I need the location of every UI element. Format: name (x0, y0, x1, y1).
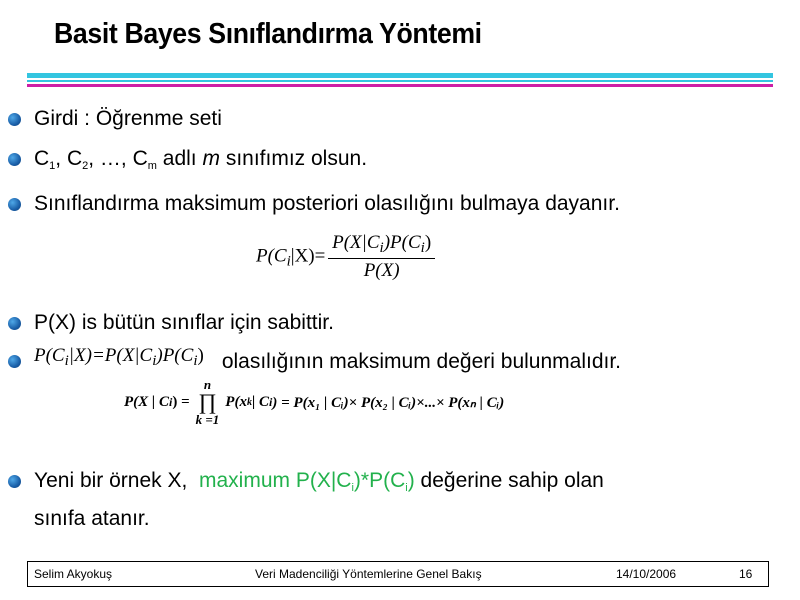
bullet-text: olasılığının maksimum değeri bulunmalıdır. (221, 349, 621, 373)
bullet-dot-icon (8, 475, 21, 488)
footer-page-number: 16 (739, 567, 753, 581)
bullet-item-4 (8, 311, 334, 335)
product-formula: P(X | C i ) = n ∏ k =1 P(x k | C i ) = P(x₁ | Cᵢ)× P(x₂ | Cᵢ)×...× P(xₙ | Cᵢ) (124, 377, 505, 427)
bullet-item-1 (8, 107, 222, 131)
bullet-text: Yeni bir örnek X, maximum $P(X|C_i)*P(C_i)$ değerine sahip olan (34, 469, 604, 494)
footer-course: Veri Madenciliği Yöntemlerine Genel Bakış (255, 567, 482, 581)
bayes-fraction: $\frac{P(X|C_i)P(C_i)}{P(X)}$ (330, 232, 433, 282)
slide-footer (27, 561, 769, 587)
bullet-text: Sınıflandırma maksimum posteriori olasılığını bulmaya dayanır. (34, 192, 620, 215)
bullet-dot-icon (8, 355, 21, 368)
bullet-dot-icon (8, 317, 21, 330)
bullet-text: Girdi : Öğrenme seti (34, 107, 222, 130)
bullet-item-2 (8, 147, 367, 172)
bullet-item-6-continuation (34, 507, 150, 531)
bayes-formula: $P(C_i|X)=$ $\frac{P(X|C_i)P(C_i)}{P(X)}$ (256, 232, 433, 282)
bullet-item-5 (8, 345, 621, 374)
bullet-text: P(X) is bütün sınıflar için sabittir. (34, 311, 334, 334)
bullet-dot-icon (8, 153, 21, 166)
footer-date: 14/10/2006 (616, 567, 677, 581)
bullet-item-6 (8, 469, 604, 494)
highlight-green-text: maximum $P(X|C_i)*P(C_i)$ (199, 469, 415, 494)
title-rule-magenta (27, 84, 773, 87)
footer-author: Selim Akyokuş (34, 567, 113, 581)
bullet-dot-icon (8, 113, 21, 126)
bullet-dot-icon (8, 198, 21, 211)
title-rule-cyan-bottom (27, 80, 773, 82)
title-rule-cyan-top (27, 73, 773, 78)
proportional-formula: $P(C_i|X)=P(X|C_i)P(C_i)$ (34, 345, 204, 369)
product-operator: n ∏ k =1 (195, 377, 220, 427)
bullet-item-3 (8, 192, 620, 216)
slide-title: Basit Bayes Sınıflandırma Yöntemi (54, 18, 482, 50)
bullet-text: sınıfa atanır. (34, 507, 150, 530)
bullet-text: $C_1$, $C_2$, …, $C_m$ adlı m sınıfımız olsun. (34, 147, 368, 172)
